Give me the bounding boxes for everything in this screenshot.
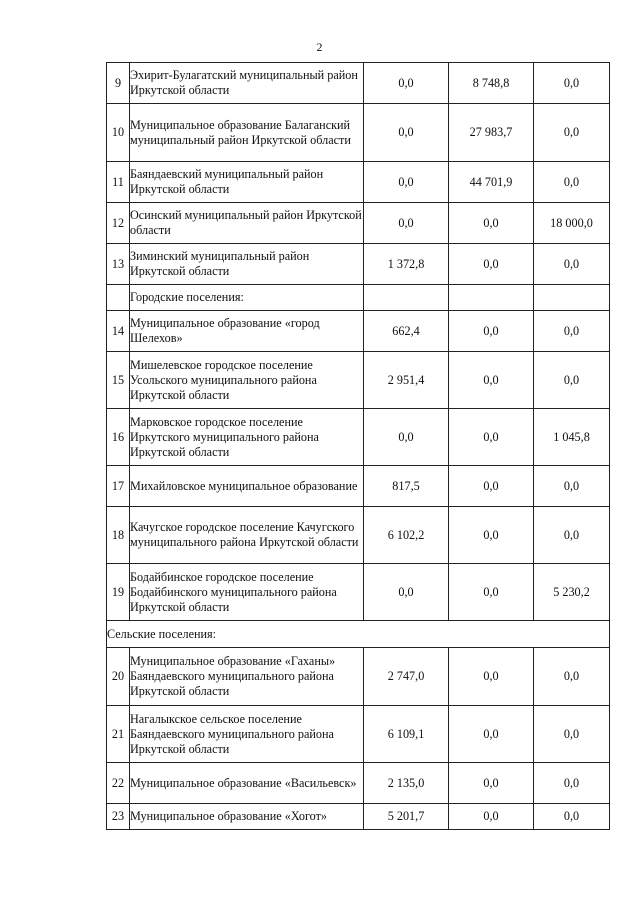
section-heading: Сельские поселения: [107,621,610,648]
value-cell-3: 0,0 [534,804,610,830]
value-cell-1: 0,0 [364,409,449,466]
table-row [107,352,610,409]
value-cell-3: 0,0 [534,648,610,706]
municipality-name: Муниципальное образование Балаганский муниципальный район Иркутской области [130,104,364,162]
value-cell-1: 2 747,0 [364,648,449,706]
row-number: 16 [107,409,130,466]
table-body [107,63,610,830]
value-cell-1: 0,0 [364,162,449,203]
value-cell-3: 0,0 [534,352,610,409]
value-cell-2: 0,0 [449,409,534,466]
value-cell-2: 0,0 [449,352,534,409]
value-cell-1: 6 102,2 [364,507,449,564]
row-number: 22 [107,763,130,804]
value-cell-empty [534,285,610,311]
municipality-name: Муниципальное образование «город Шелехов» [130,311,364,352]
value-cell-3: 0,0 [534,507,610,564]
value-cell-3: 0,0 [534,104,610,162]
municipality-name: Муниципальное образование «Васильевск» [130,763,364,804]
table-row [107,203,610,244]
table-row [107,63,610,104]
row-number: 10 [107,104,130,162]
value-cell-2: 8 748,8 [449,63,534,104]
value-cell-2: 0,0 [449,466,534,507]
value-cell-3: 0,0 [534,466,610,507]
value-cell-3: 0,0 [534,763,610,804]
value-cell-1: 1 372,8 [364,244,449,285]
value-cell-1: 0,0 [364,564,449,621]
value-cell-1: 817,5 [364,466,449,507]
table-row [107,706,610,763]
row-number: 17 [107,466,130,507]
municipality-name: Осинский муниципальный район Иркутской области [130,203,364,244]
table-row [107,244,610,285]
table-row [107,104,610,162]
municipality-name: Марковское городское поселение Иркутского муниципального района Иркутской области [130,409,364,466]
row-number: 14 [107,311,130,352]
row-number: 23 [107,804,130,830]
municipality-name: Бодайбинское городское поселение Бодайбинского муниципального района Иркутской области [130,564,364,621]
municipality-name: Зиминский муниципальный район Иркутской области [130,244,364,285]
value-cell-3: 5 230,2 [534,564,610,621]
municipality-name: Эхирит-Булагатский муниципальный район Иркутской области [130,63,364,104]
value-cell-3: 0,0 [534,706,610,763]
value-cell-2: 0,0 [449,804,534,830]
value-cell-2: 44 701,9 [449,162,534,203]
value-cell-1: 6 109,1 [364,706,449,763]
value-cell-2: 0,0 [449,648,534,706]
section-row [107,621,610,648]
value-cell-3: 0,0 [534,63,610,104]
value-cell-2: 0,0 [449,763,534,804]
row-number-empty [107,285,130,311]
table-row [107,564,610,621]
row-number: 21 [107,706,130,763]
municipality-name: Михайловское муниципальное образование [130,466,364,507]
table-row [107,466,610,507]
row-number: 13 [107,244,130,285]
section-heading: Городские поселения: [130,285,364,311]
municipality-name: Муниципальное образование «Гаханы» Баяндаевского муниципального района Иркутской области [130,648,364,706]
value-cell-empty [364,285,449,311]
municipality-name: Качугское городское поселение Качугского муниципального района Иркутской области [130,507,364,564]
row-number: 11 [107,162,130,203]
table-row [107,507,610,564]
value-cell-2: 0,0 [449,311,534,352]
row-number: 19 [107,564,130,621]
page-number: 2 [316,40,323,54]
value-cell-1: 5 201,7 [364,804,449,830]
municipality-name: Мишелевское городское поселение Усольского муниципального района Иркутской области [130,352,364,409]
row-number: 9 [107,63,130,104]
value-cell-2: 27 983,7 [449,104,534,162]
municipality-name: Муниципальное образование «Хогот» [130,804,364,830]
row-number: 12 [107,203,130,244]
table-row [107,409,610,466]
table-row [107,804,610,830]
allocation-table [106,62,610,830]
municipality-name: Нагалыкское сельское поселение Баяндаевского муниципального района Иркутской области [130,706,364,763]
value-cell-3: 18 000,0 [534,203,610,244]
table-row [107,648,610,706]
value-cell-1: 0,0 [364,203,449,244]
table-row [107,763,610,804]
municipality-name: Баяндаевский муниципальный район Иркутской области [130,162,364,203]
value-cell-1: 0,0 [364,63,449,104]
value-cell-2: 0,0 [449,203,534,244]
value-cell-1: 2 951,4 [364,352,449,409]
value-cell-1: 662,4 [364,311,449,352]
value-cell-2: 0,0 [449,507,534,564]
table-row [107,162,610,203]
value-cell-2: 0,0 [449,706,534,763]
row-number: 18 [107,507,130,564]
value-cell-3: 0,0 [534,311,610,352]
row-number: 15 [107,352,130,409]
value-cell-2: 0,0 [449,244,534,285]
value-cell-1: 0,0 [364,104,449,162]
value-cell-1: 2 135,0 [364,763,449,804]
section-row [107,285,610,311]
value-cell-3: 0,0 [534,162,610,203]
value-cell-3: 1 045,8 [534,409,610,466]
value-cell-3: 0,0 [534,244,610,285]
value-cell-2: 0,0 [449,564,534,621]
row-number: 20 [107,648,130,706]
table-row [107,311,610,352]
value-cell-empty [449,285,534,311]
